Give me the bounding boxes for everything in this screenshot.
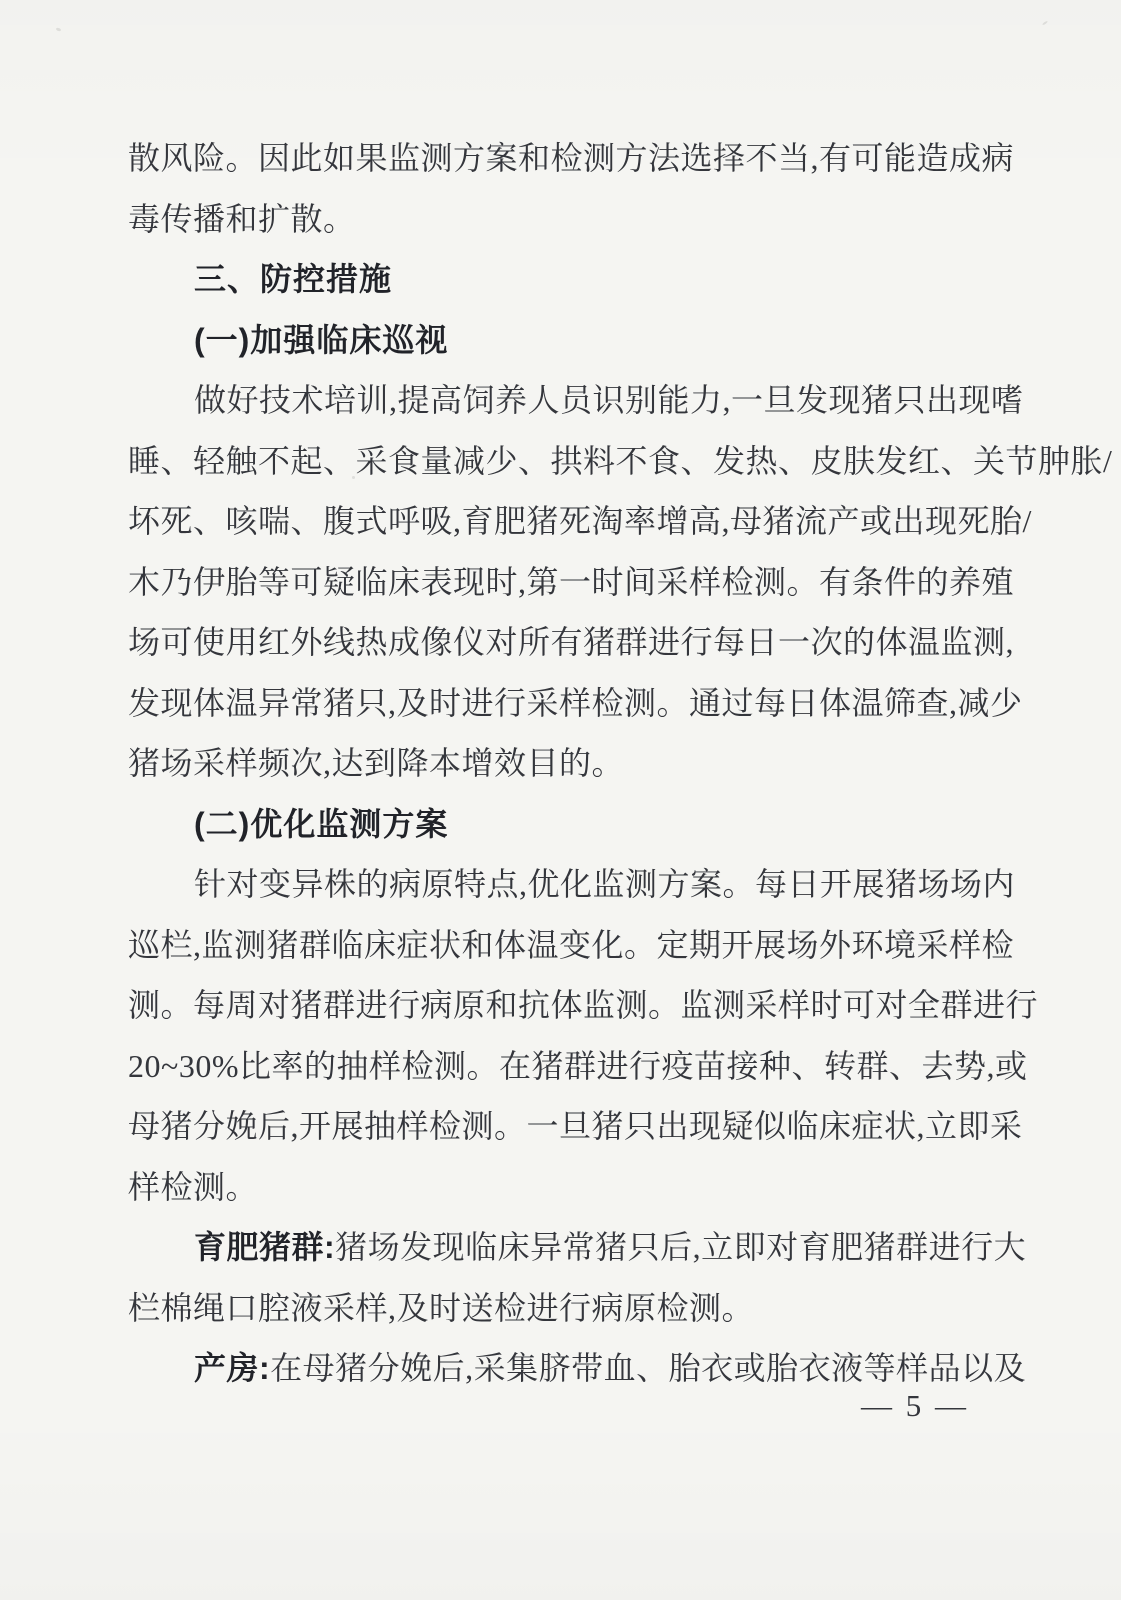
text-line — [128, 975, 1039, 1036]
line-text: 做好技术培训,提高饲养人员识别能力,一旦发现猪只出现嗜 — [194, 382, 1024, 418]
line-lead: 产房: — [194, 1350, 271, 1386]
line-text: 20~30%比率的抽样检测。在猪群进行疫苗接种、转群、去势,或 — [128, 1047, 1028, 1084]
line-text: 在母猪分娩后,采集脐带血、胎衣或胎衣液等样品以及 — [270, 1350, 1027, 1386]
text-line — [128, 673, 1023, 734]
text-line — [128, 1157, 1008, 1218]
line-text: 坏死、咳喘、腹式呼吸,育肥猪死淘率增高,母猪流产或出现死胎/ — [128, 503, 1032, 539]
scan-speck — [56, 27, 62, 32]
line-text: 巡栏,监测猪群临床症状和体温变化。定期开展场外环境采样检 — [128, 926, 1015, 963]
section-heading — [128, 310, 1008, 371]
text-line — [128, 1217, 1027, 1278]
section-heading — [128, 794, 1008, 855]
line-text: 睡、轻触不起、采食量减少、拱料不食、发热、皮肤发红、关节肿胀/ — [128, 442, 1113, 479]
text-line — [128, 128, 1015, 189]
document-body — [128, 128, 1113, 1399]
line-text: 测。每周对猪群进行病原和抗体监测。监测采样时可对全群进行 — [128, 987, 1039, 1023]
text-line — [128, 491, 1032, 552]
line-text: 样检测。 — [128, 1168, 259, 1205]
text-line — [128, 1278, 1008, 1339]
scan-speck — [1042, 20, 1048, 25]
line-text: (二)优化监测方案 — [194, 805, 449, 842]
text-line — [128, 1096, 1023, 1157]
line-text: 木乃伊胎等可疑临床表现时,第一时间采样检测。有条件的养殖 — [128, 563, 1015, 600]
text-line — [128, 1036, 1028, 1097]
text-line — [128, 612, 1015, 673]
text-line — [128, 189, 1008, 250]
line-text: 栏棉绳口腔液采样,及时送检进行病原检测。 — [128, 1289, 755, 1326]
page-number: — 5 — — [861, 1388, 969, 1423]
text-line — [128, 854, 1016, 915]
line-text: 三、防控措施 — [194, 261, 393, 297]
text-line — [128, 552, 1015, 613]
text-line — [128, 370, 1024, 431]
line-text: 毒传播和扩散。 — [128, 200, 356, 237]
text-line — [128, 733, 1008, 794]
text-line — [128, 915, 1015, 976]
line-text: 针对变异株的病原特点,优化监测方案。每日开展猪场场内 — [194, 866, 1016, 902]
section-heading — [128, 249, 1008, 310]
line-text: 散风险。因此如果监测方案和检测方法选择不当,有可能造成病 — [128, 140, 1015, 176]
line-text: 母猪分娩后,开展抽样检测。一旦猪只出现疑似临床症状,立即采 — [128, 1108, 1023, 1144]
line-text: 猪场发现临床异常猪只后,立即对育肥猪群进行大 — [335, 1229, 1027, 1265]
line-text: 猪场采样频次,达到降本增效目的。 — [128, 745, 625, 781]
line-text: 发现体温异常猪只,及时进行采样检测。通过每日体温筛查,减少 — [128, 684, 1023, 721]
line-text: (一)加强临床巡视 — [194, 321, 449, 358]
text-line — [128, 431, 1113, 492]
line-text: 场可使用红外线热成像仪对所有猪群进行每日一次的体温监测, — [128, 624, 1015, 660]
line-lead: 育肥猪群: — [194, 1229, 336, 1265]
